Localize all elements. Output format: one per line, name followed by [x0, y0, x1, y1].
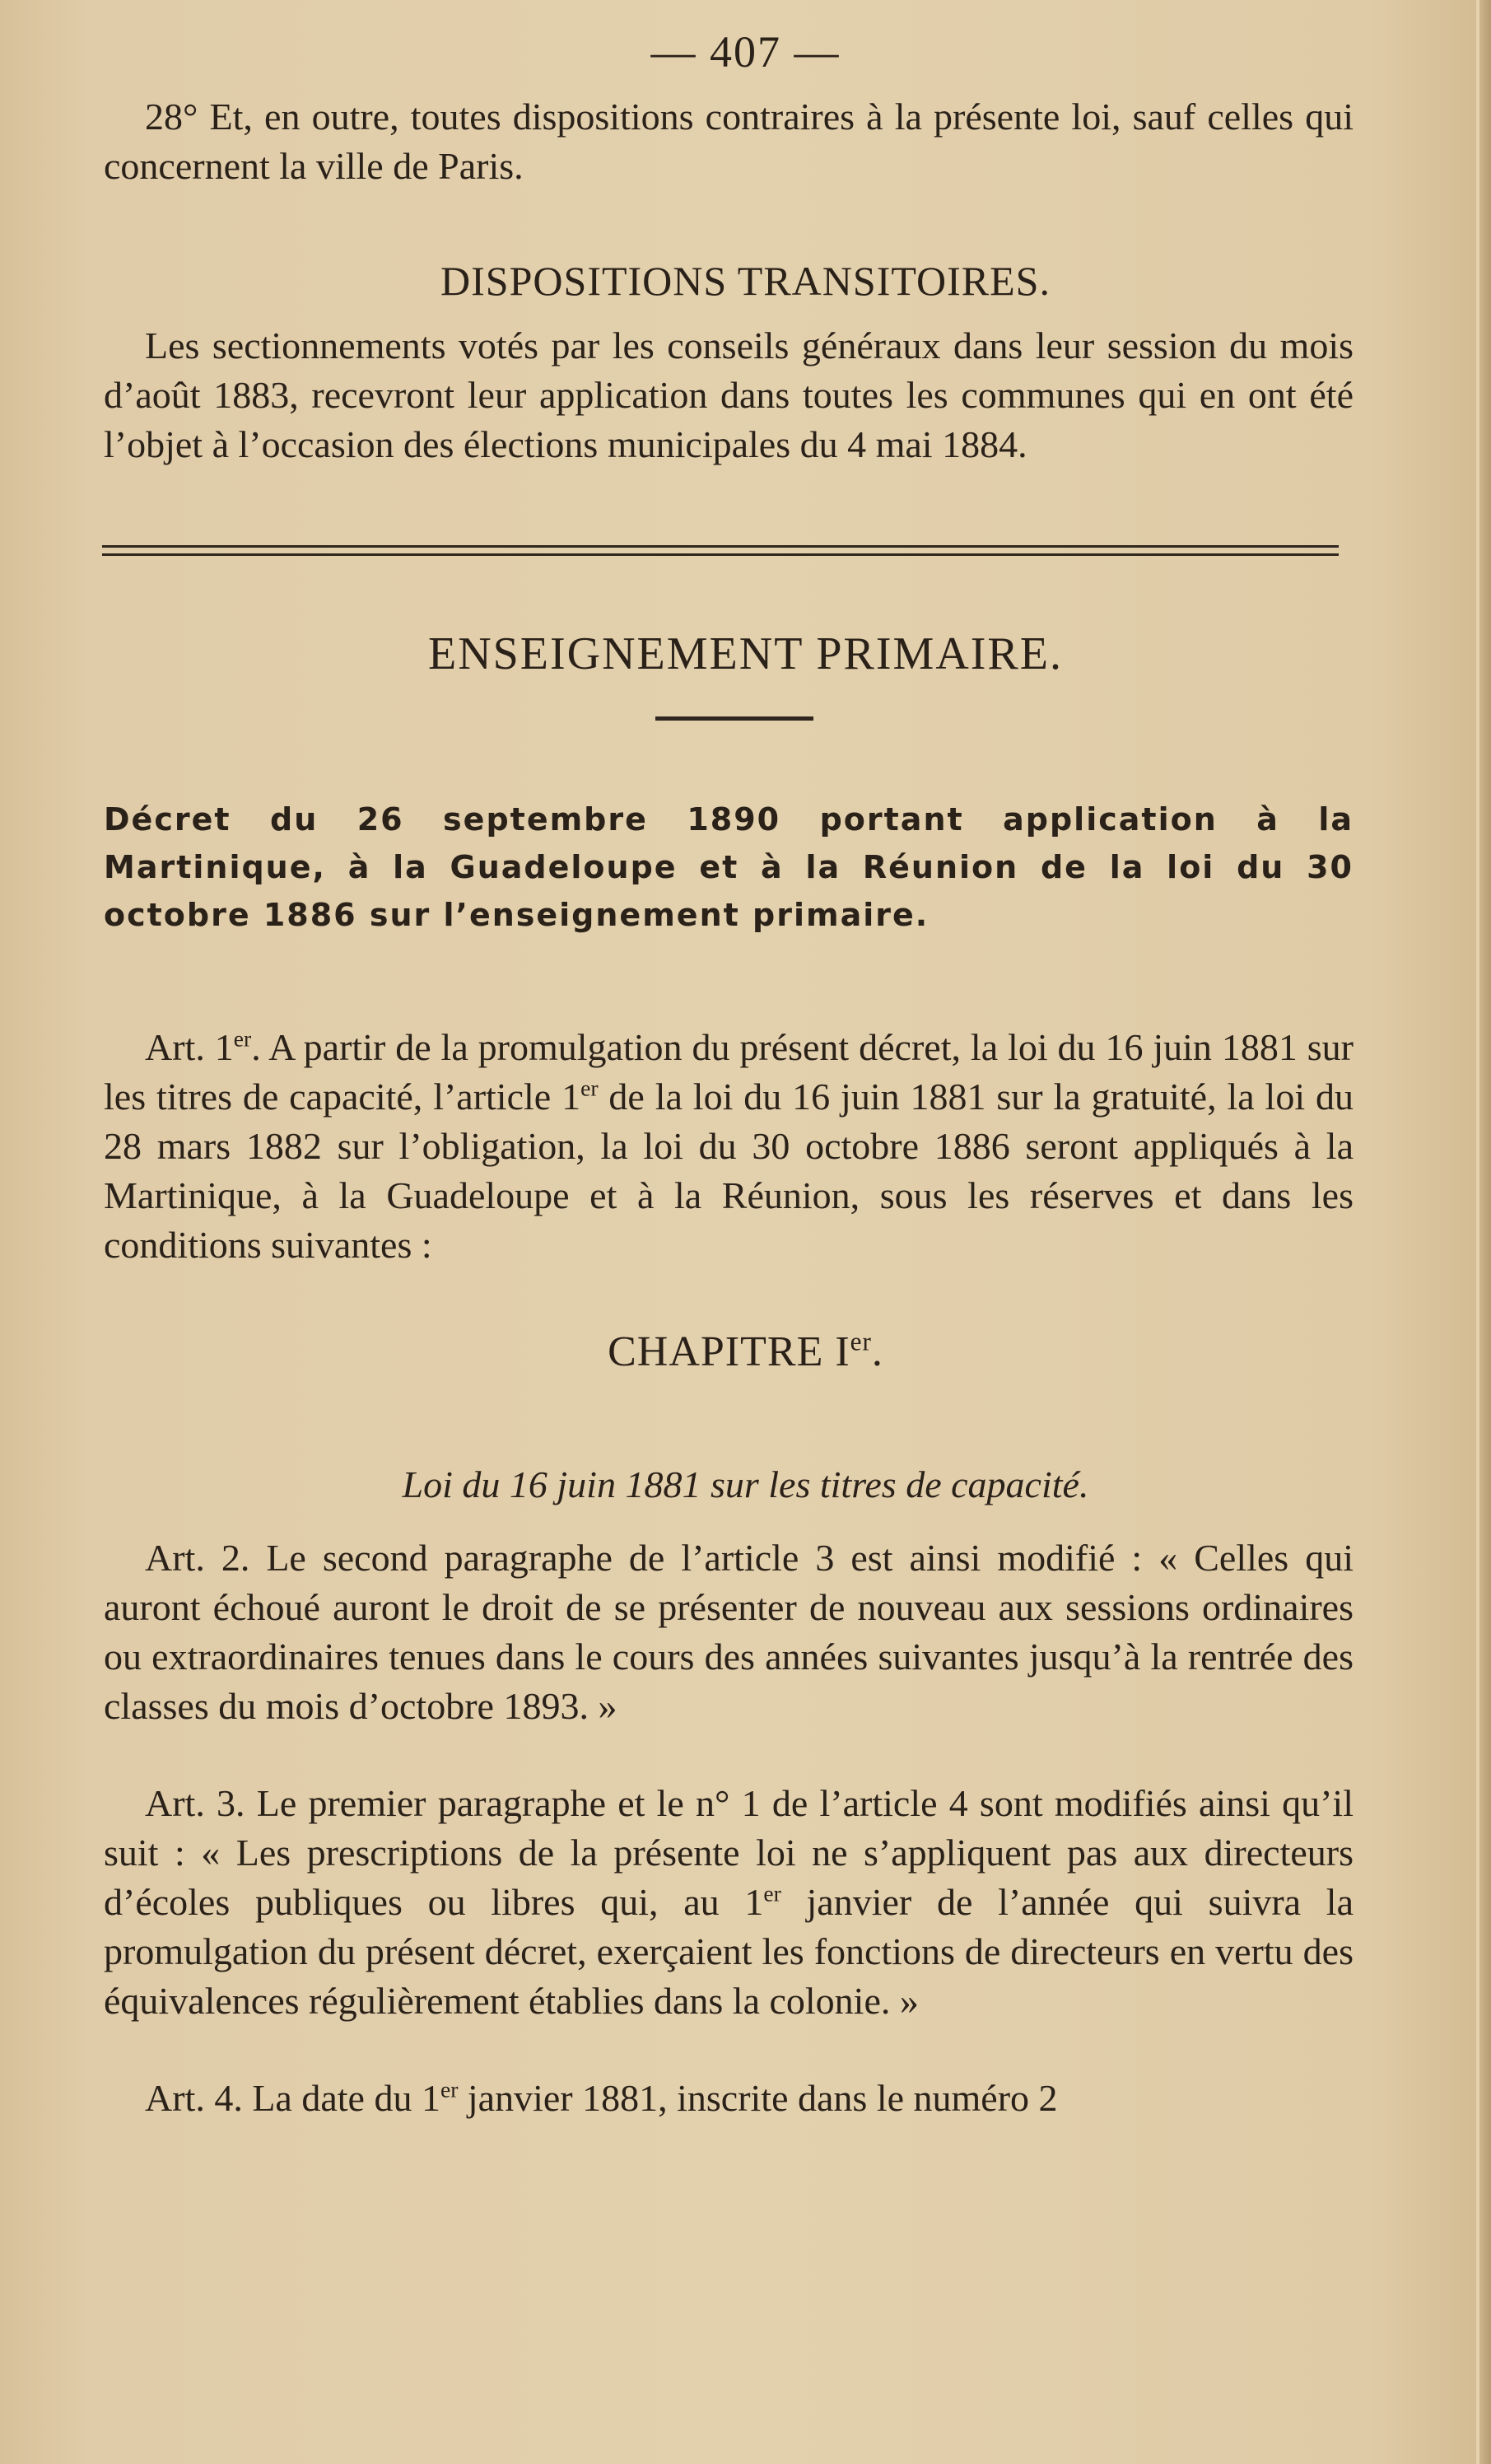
transitional-provisions-text: Les sectionnements votés par les conseils généraux dans leur session du mois d’août 1883, recevront leur application dans toutes les communes qui en ont été l’objet à l’occasion des élections municipales du 4 mai 1884.	[104, 324, 1354, 465]
article-4-text-a: Art. 4. La date du 1	[145, 2077, 440, 2119]
chapter-subtitle: Loi du 16 juin 1881 sur les titres de capacité.	[402, 1463, 1089, 1505]
section-heading: ENSEIGNEMENT PRIMAIRE.	[428, 628, 1063, 679]
article-1-sup: er	[233, 1025, 252, 1052]
article-1-lead: Art. 1	[145, 1026, 234, 1068]
article-1-text-b: de la loi du 16 juin 1881 sur la gratuité, la loi du 28 mars 1882 sur l’obligation, la loi du 30 octobre 1886 seront appliqués à la Martinique, à la Guadeloupe et à la Réunion, sous les réserves et dans les conditions suivantes :	[104, 1076, 1354, 1266]
article-3-sup: er	[763, 1880, 781, 1906]
double-rule-top	[102, 545, 1339, 548]
chapter-dot: .	[871, 1328, 883, 1375]
article-2: Art. 2. Le second paragraphe de l’article 3 est ainsi modifié : « Celles qui auront échoué auront le droit de se présenter de nouveau aux sessions ordinaires ou extraordinaires tenues dans le cours des années suivantes jusqu’à la rentrée des classes du mois d’octobre 1893. »	[104, 1537, 1354, 1727]
page-number: — 407 —	[650, 27, 841, 77]
article-3-text-a: Art. 3. Le premier paragraphe et le n° 1 de l’article 4 sont modifiés ainsi qu’il suit : « Les prescriptions de la présente loi ne s’appliquent pas aux directeurs d’écoles publiques ou libres qui, au 1	[104, 1782, 1354, 1923]
article-4-text-b: janvier 1881, inscrite dans le numéro 2	[458, 2077, 1058, 2119]
page-edge	[1479, 0, 1491, 2464]
chapter-heading	[0, 1328, 1491, 1376]
double-rule-bottom	[102, 553, 1339, 556]
article-3	[104, 1779, 1354, 2026]
transitional-provisions-heading: DISPOSITIONS TRANSITOIRES.	[440, 258, 1051, 304]
article-3-text-b: janvier de l’année qui suivra la promulgation du présent décret, exerçaient les fonctions de directeurs en vertu des équivalences régulièrement établies dans la colonie. »	[104, 1881, 1354, 2022]
chapter-label: CHAPITRE I	[608, 1328, 850, 1375]
section-underline	[655, 716, 813, 721]
article-1	[104, 1023, 1354, 1270]
article-1-sup-2: er	[580, 1075, 599, 1101]
article-4	[104, 2074, 1354, 2123]
paragraph-28: 28° Et, en outre, toutes dispositions contraires à la présente loi, sauf celles qui concernent la ville de Paris.	[104, 96, 1354, 187]
article-4-sup: er	[440, 2076, 459, 2102]
decree-title: Décret du 26 septembre 1890 portant application à la Martinique, à la Guadeloupe et à la Réunion de la loi du 30 octobre 1886 sur l’enseignement primaire.	[104, 801, 1354, 933]
article-1-text-a: . A partir de la promulgation du présent décret, la loi du 16 juin 1881 sur les titres de capacité, l’article 1	[104, 1026, 1354, 1118]
chapter-sup: er	[850, 1327, 872, 1356]
